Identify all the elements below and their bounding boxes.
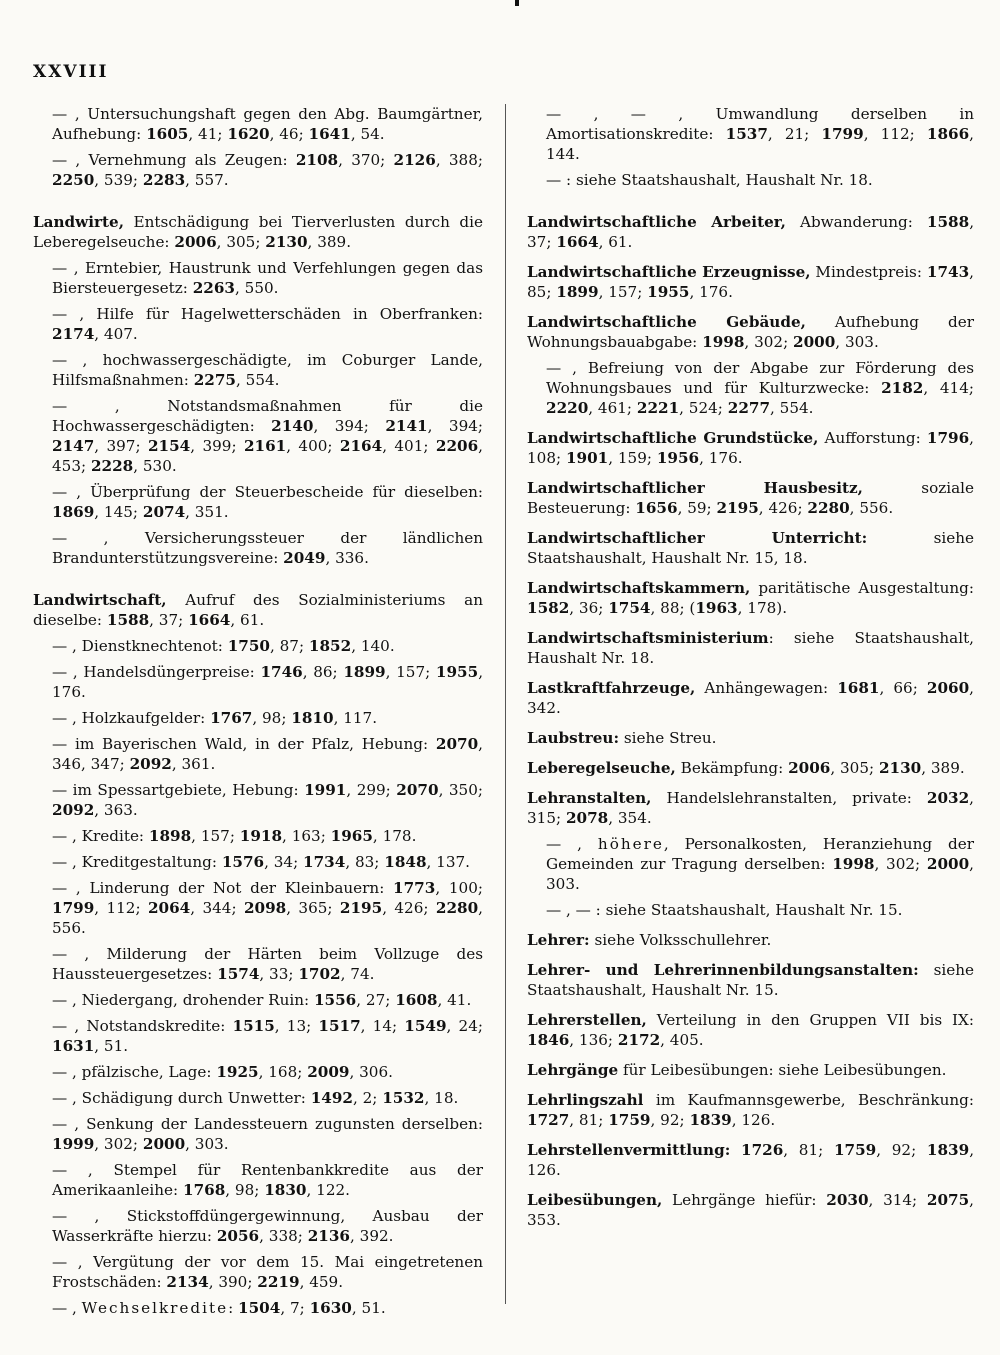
index-subentry: — , Kreditgestaltung: 1576, 34; 1734, 83; 1848, 137. <box>52 853 471 871</box>
index-entry: Landwirtschaft, Aufruf des Sozialministeriums an dieselbe: 1588, 37; 1664, 61. <box>33 591 483 629</box>
index-subentry: — , Kredite: 1898, 157; 1918, 163; 1965, 178. <box>52 827 417 845</box>
index-entry: Lehrerstellen, Verteilung in den Gruppen VII bis IX: 1846, 136; 2172, 405. <box>527 1011 974 1049</box>
index-subentry: — , Notstandsmaßnahmen für die Hochwassergeschädigten: 2140, 394; 2141, 394; 2147, 397; 2154, 399; 2161, 400; 2164, 401; 2206, 453; 2228, 530. <box>52 397 484 475</box>
index-entry: Landwirtschaftliche Gebäude, Aufhebung der Wohnungsbauabgabe: 1998, 302; 2000, 303. <box>527 313 974 351</box>
left-column <box>33 104 483 1318</box>
index-entry: Landwirtschaftskammern, paritätische Ausgestaltung: 1582, 36; 1754, 88; (1963, 178). <box>527 579 974 617</box>
index-entry: Lehrlingszahl im Kaufmannsgewerbe, Beschränkung: 1727, 81; 1759, 92; 1839, 126. <box>527 1091 974 1129</box>
index-subentry: — , Stempel für Rentenbankkredite aus der Amerikaanleihe: 1768, 98; 1830, 122. <box>52 1161 483 1199</box>
index-entry: Leibesübungen, Lehrgänge hiefür: 2030, 314; 2075, 353. <box>527 1191 974 1229</box>
index-subentry: — im Spessartgebiete, Hebung: 1991, 299; 2070, 350; 2092, 363. <box>52 781 484 819</box>
index-subentry: — , Versicherungssteuer der ländlichen Brandunterstützungsvereine: 2049, 336. <box>52 529 483 567</box>
index-subentry: — , Schädigung durch Unwetter: 1492, 2; 1532, 18. <box>52 1089 459 1107</box>
index-subentry: — , Dienstknechtenot: 1750, 87; 1852, 140. <box>52 637 395 655</box>
index-entry: Landwirtschaftlicher Unterricht: siehe Staatshaushalt, Haushalt Nr. 15, 18. <box>527 529 974 567</box>
index-subentry: — , Linderung der Not der Kleinbauern: 1773, 100; 1799, 112; 2064, 344; 2098, 365; 2195, 426; 2280, 556. <box>52 879 483 937</box>
index-subentry: — , Senkung der Landessteuern zugunsten derselben: 1999, 302; 2000, 303. <box>52 1115 483 1153</box>
index-entry: Lehrer- und Lehrerinnenbildungsanstalten: siehe Staatshaushalt, Haushalt Nr. 15. <box>527 961 974 999</box>
index-entry: Leberegelseuche, Bekämpfung: 2006, 305; 2130, 389. <box>527 759 965 777</box>
index-entry: Lehrgänge für Leibesübungen: siehe Leibesübungen. <box>527 1061 947 1079</box>
index-subentry: — , Hilfe für Hagelwetterschäden in Oberfranken: 2174, 407. <box>52 305 483 343</box>
index-subentry: — , Befreiung von der Abgabe zur Förderung des Wohnungsbaues und für Kulturzwecke: 2182, 414; 2220, 461; 2221, 524; 2277, 554. <box>546 359 974 417</box>
index-entry: Landwirtschaftlicher Hausbesitz, soziale Besteuerung: 1656, 59; 2195, 426; 2280, 556. <box>527 479 974 517</box>
index-subentry: — , — , Umwandlung derselben in Amortisationskredite: 1537, 21; 1799, 112; 1866, 144. <box>546 105 974 163</box>
index-subentry: — , Untersuchungshaft gegen den Abg. Baumgärtner, Aufhebung: 1605, 41; 1620, 46; 1641, 54. <box>52 105 483 143</box>
index-subentry: — , Erntebier, Haustrunk und Verfehlungen gegen das Biersteuergesetz: 2263, 550. <box>52 259 483 297</box>
index-subentry: — , Handelsdüngerpreise: 1746, 86; 1899, 157; 1955, 176. <box>52 663 484 701</box>
index-subentry: — , Vergütung der vor dem 15. Mai eingetretenen Frostschäden: 2134, 390; 2219, 459. <box>52 1253 483 1291</box>
column-divider <box>505 104 506 1304</box>
index-entry: Lehrer: siehe Volksschullehrer. <box>527 931 772 949</box>
index-entry: Lastkraftfahrzeuge, Anhängewagen: 1681, 66; 2060, 342. <box>527 679 974 717</box>
right-column <box>527 104 974 1230</box>
index-subentry: — , Holzkaufgelder: 1767, 98; 1810, 117. <box>52 709 378 727</box>
index-subentry: — , Stickstoffdüngergewinnung, Ausbau der Wasserkräfte hierzu: 2056, 338; 2136, 392. <box>52 1207 483 1245</box>
index-subentry: — , höhere, Personalkosten, Heranziehung der Gemeinden zur Tragung derselben: 1998, 302; 2000, 303. <box>546 835 975 893</box>
index-entry: Landwirtschaftliche Arbeiter, Abwanderung: 1588, 37; 1664, 61. <box>527 213 975 251</box>
index-subentry: — im Bayerischen Wald, in der Pfalz, Hebung: 2070, 346, 347; 2092, 361. <box>52 735 483 773</box>
index-subentry: — , hochwassergeschädigte, im Coburger Lande, Hilfsmaßnahmen: 2275, 554. <box>52 351 483 389</box>
index-subentry: — , Wechselkredite: 1504, 7; 1630, 51. <box>52 1299 386 1317</box>
index-subentry: — : siehe Staatshaushalt, Haushalt Nr. 18. <box>546 171 873 189</box>
index-entry: Landwirte, Entschädigung bei Tierverlusten durch die Leberegelseuche: 2006, 305; 2130, 389. <box>33 213 483 251</box>
index-subentry: — , Vernehmung als Zeugen: 2108, 370; 2126, 388; 2250, 539; 2283, 557. <box>52 151 483 189</box>
index-entry: Lehrstellenvermittlung: 1726, 81; 1759, 92; 1839, 126. <box>527 1141 975 1179</box>
index-entry: Laubstreu: siehe Streu. <box>527 729 717 747</box>
index-entry: Landwirtschaftliche Grundstücke, Aufforstung: 1796, 108; 1901, 159; 1956, 176. <box>527 429 974 467</box>
index-subentry: — , — : siehe Staatshaushalt, Haushalt Nr. 15. <box>546 901 903 919</box>
index-entry: Lehranstalten, Handelslehranstalten, private: 2032, 315; 2078, 354. <box>527 789 974 827</box>
index-subentry: — , Notstandskredite: 1515, 13; 1517, 14; 1549, 24; 1631, 51. <box>52 1017 483 1055</box>
page-number: XXVIII <box>33 62 109 82</box>
index-entry: Landwirtschaftsministerium: siehe Staatshaushalt, Haushalt Nr. 18. <box>527 629 974 667</box>
index-subentry: — , Überprüfung der Steuerbescheide für dieselben: 1869, 145; 2074, 351. <box>52 483 483 521</box>
index-subentry: — , Niedergang, drohender Ruin: 1556, 27; 1608, 41. <box>52 991 472 1009</box>
top-mark <box>515 0 519 6</box>
index-subentry: — , pfälzische, Lage: 1925, 168; 2009, 306. <box>52 1063 393 1081</box>
index-subentry: — , Milderung der Härten beim Vollzuge des Haussteuergesetzes: 1574, 33; 1702, 74. <box>52 945 483 983</box>
index-entry: Landwirtschaftliche Erzeugnisse, Mindestpreis: 1743, 85; 1899, 157; 1955, 176. <box>527 263 974 301</box>
